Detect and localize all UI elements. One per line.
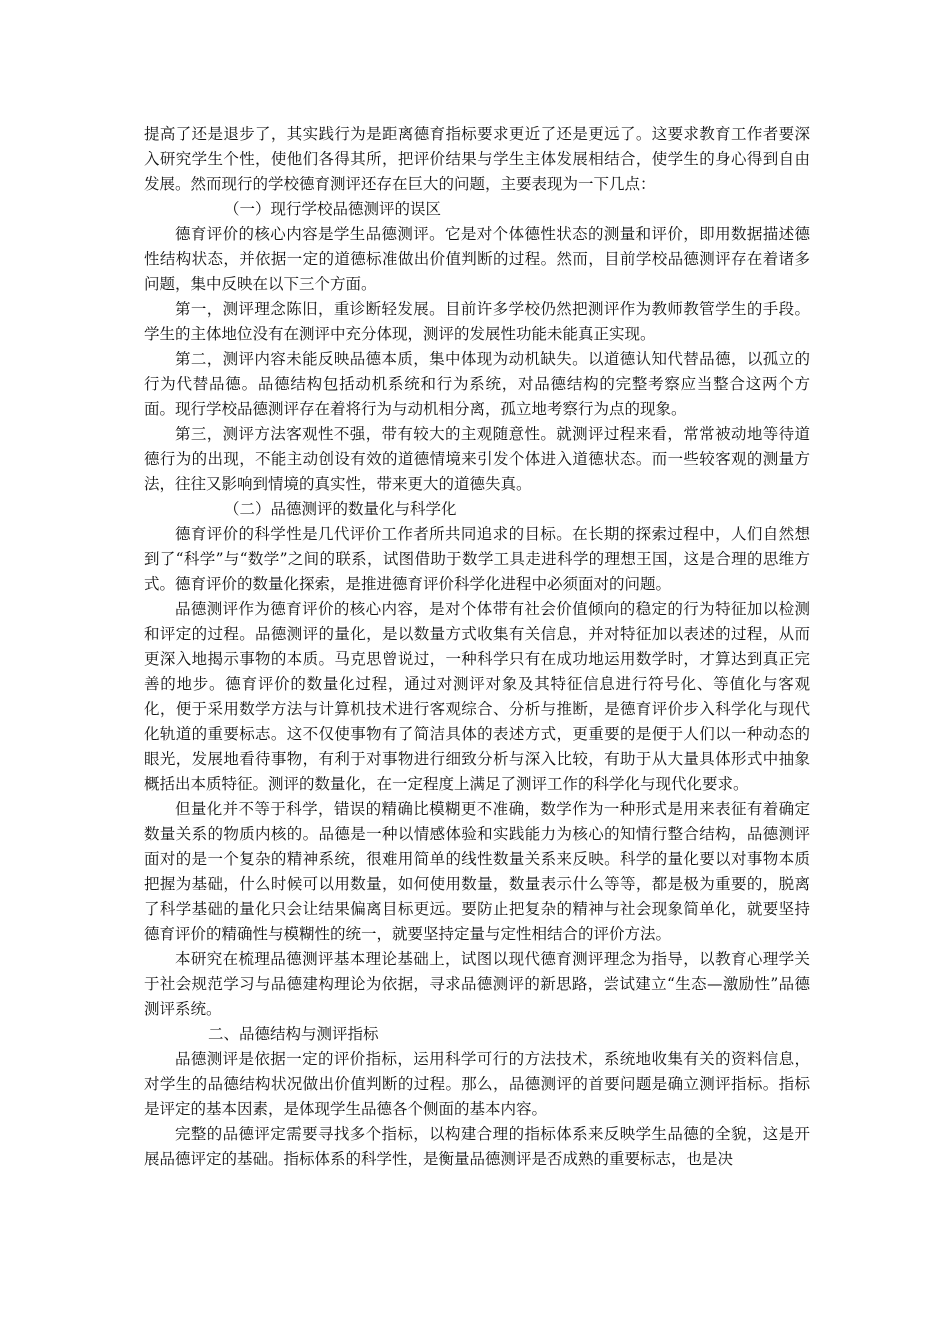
paragraph: 品德测评是依据一定的评价指标，运用科学可行的方法技术，系统地收集有关的资料信息，对学生的品德结构状况做出价值判断的过程。那么，品德测评的首要问题是确立测评指标。指标是评定的基本因素，是体现学生品德各个侧面的基本内容。: [144, 1050, 810, 1118]
paragraph: 第二，测评内容未能反映品德本质，集中体现为动机缺失。以道德认知代替品德，以孤立的行为代替品德。品德结构包括动机系统和行为系统，对品德结构的完整考察应当整合这两个方面。现行学校品德测评存在着将行为与动机相分离，孤立地考察行为点的现象。: [144, 350, 810, 418]
paragraph: 第三，测评方法客观性不强，带有较大的主观随意性。就测评过程来看，常常被动地等待道德行为的出现，不能主动创设有效的道德情境来引发个体进入道德状态。而一些较客观的测量方法，往往又影响到情境的真实性，带来更大的道德失真。: [144, 425, 810, 493]
paragraph: 完整的品德评定需要寻找多个指标，以构建合理的指标体系来反映学生品德的全貌，这是开展品德评定的基础。指标体系的科学性，是衡量品德测评是否成熟的重要标志，也是决: [144, 1125, 810, 1168]
paragraph: 品德测评作为德育评价的核心内容，是对个体带有社会价值倾向的稳定的行为特征加以检测和评定的过程。品德测评的量化，是以数量方式收集有关信息，并对特征加以表述的过程，从而更深入地揭示事物的本质。马克思曾说过，一种科学只有在成功地运用数学时，才算达到真正完善的地步。德育评价的数量化过程，通过对测评对象及其特征信息进行符号化、等值化与客观化，便于采用数学方法与计算机技术进行客观综合、分析与推断，是德育评价步入科学化与现代化轨道的重要标志。这不仅使事物有了简洁具体的表述方式，更重要的是便于人们以一种动态的眼光，发展地看待事物，有利于对事物进行细致分析与深入比较，有助于从大量具体形式中抽象概括出本质特征。测评的数量化，在一定程度上满足了测评工作的科学化与现代化要求。: [144, 600, 810, 793]
paragraph-continuation: 提高了还是退步了，其实践行为是距离德育指标要求更近了还是更远了。这要求教育工作者要深入研究学生个性，使他们各得其所，把评价结果与学生主体发展相结合，使学生的身心得到自由发展。然而现行的学校德育测评还存在巨大的问题，主要表现为一下几点：: [144, 125, 810, 193]
paragraph: 德育评价的核心内容是学生品德测评。它是对个体德性状态的测量和评价，即用数据描述德性结构状态，并依据一定的道德标准做出价值判断的过程。然而，目前学校品德测评存在着诸多问题，集中反映在以下三个方面。: [144, 225, 810, 293]
document-page: [144, 122, 810, 1172]
paragraph: 第一，测评理念陈旧，重诊断轻发展。目前许多学校仍然把测评作为教师教管学生的手段。学生的主体地位没有在测评中充分体现，测评的发展性功能未能真正实现。: [144, 300, 810, 343]
subheading-misconceptions: （一）现行学校品德测评的误区: [224, 200, 442, 218]
paragraph: 但量化并不等于科学，错误的精确比模糊更不准确，数学作为一种形式是用来表征有着确定数量关系的物质内核的。品德是一种以情感体验和实践能力为核心的知情行整合结构，品德测评面对的是一个复杂的精神系统，很难用简单的线性数量关系来反映。科学的量化要以对事物本质把握为基础，什么时候可以用数量，如何使用数量，数量表示什么等等，都是极为重要的，脱离了科学基础的量化只会让结果偏离目标更远。要防止把复杂的精神与社会现象简单化，就要坚持德育评价的精确性与模糊性的统一，就要坚持定量与定性相结合的评价方法。: [144, 800, 810, 943]
paragraph: 德育评价的科学性是几代评价工作者所共同追求的目标。在长期的探索过程中，人们自然想到了“科学”与“数学”之间的联系，试图借助于数学工具走进科学的理想王国，这是合理的思维方式。德育评价的数量化探索，是推进德育评价科学化进程中必须面对的问题。: [144, 525, 810, 593]
subheading-quantification: （二）品德测评的数量化与科学化: [224, 500, 457, 518]
paragraph: 本研究在梳理品德测评基本理论基础上，试图以现代德育测评理念为指导，以教育心理学关于社会规范学习与品德建构理论为依据，寻求品德测评的新思路，尝试建立“生态—激励性”品德测评系统。: [144, 950, 810, 1018]
section-heading-2: 二、品德结构与测评指标: [208, 1025, 379, 1043]
